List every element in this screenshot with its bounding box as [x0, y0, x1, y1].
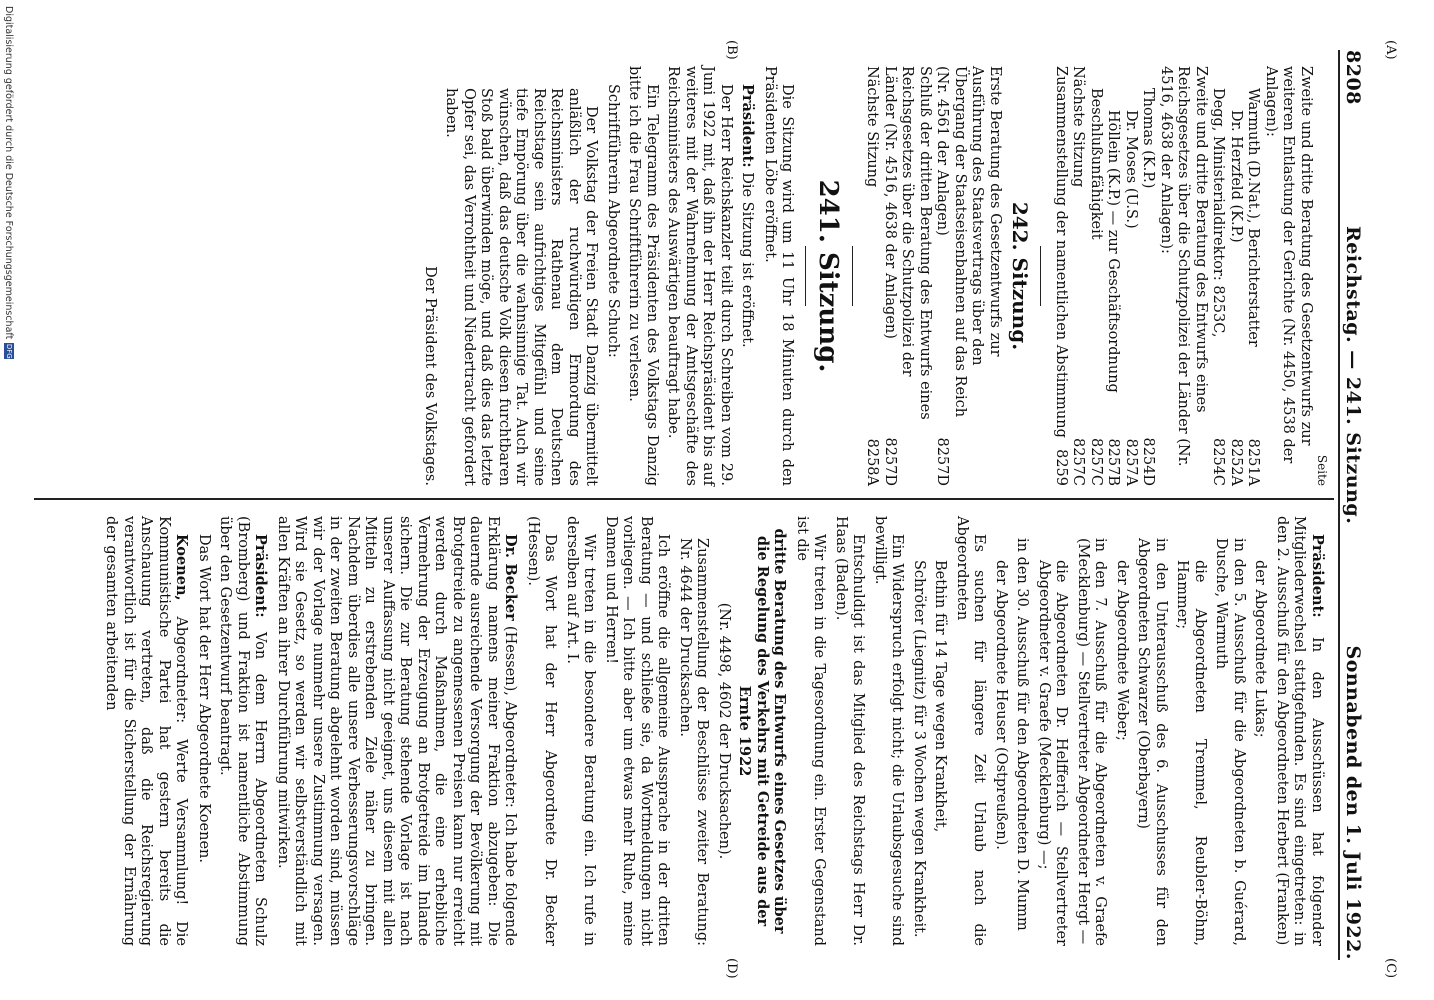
toc-item — [1122, 66, 1140, 486]
right-column — [98, 516, 1330, 946]
header-rule — [1338, 50, 1340, 960]
speaker-label: Dr. Becker — [502, 534, 520, 621]
toc-page: 8257D — [882, 437, 898, 486]
toc-page: 8252A — [1228, 438, 1244, 486]
paragraph: Wir treten in die Tagesordnung ein. Erster Gegenstand ist die — [794, 516, 828, 946]
leave-line: Schröter (Liegnitz) für 3 Wochen wegen Krankheit. — [911, 560, 927, 938]
member-line: in den Unterausschuß des 6. Ausschusses für den Abgeordneten Schwarzer (Oberbayern) — [1135, 538, 1169, 946]
paragraph: Ein Widerspruch erfolgt nicht; die Urlaubsgesuche sind bewilligt. — [872, 516, 906, 946]
member-line: die Abgeordneten Tremmel, Reubler-Böhm, Hammer; — [1174, 560, 1208, 946]
statement-text: Von dem Herrn Abgeordneten Schulz (Bromberg) und Fraktion ist namentliche Abstimmung über den Gesetzentwurf beantragt. — [217, 516, 269, 947]
member-line: in den 30. Ausschuß für den Abgeordneten D. Mumm — [1014, 538, 1031, 931]
toc-page: 8257C — [1070, 438, 1087, 486]
dfg-logo-icon: DFG — [5, 343, 13, 359]
paragraph: Ich eröffne die allgemeine Aussprache in der dritten Beratung — und schließe sie, da Wortmeldungen nicht vorliegen. — Ich bitte aber um etwas mehr Ruhe, meine Damen und Herren! — [603, 516, 672, 946]
margin-marker-a: (A) — [1383, 40, 1398, 60]
member-line: der Abgeordnete Weber; — [1114, 560, 1130, 741]
section-rule — [1041, 246, 1042, 306]
toc-item — [1104, 66, 1122, 486]
toc-page: 8251A — [1245, 438, 1262, 486]
toc-title: Dr. Moses (U.S.) — [1123, 110, 1139, 229]
margin-marker-d: (D) — [724, 958, 739, 979]
paragraph: Der Herr Reichskanzler teilt durch Schreiben vom 29. Juni 1922 mit, daß ihn der Herr Reichspräsident bis auf weiteres mit der Wahrnehmung der Amtsgeschäfte des Reichsministers des Auswärtigen beauftragt habe. — [665, 66, 734, 486]
member-line: der Abgeordnete Heuser (Ostpreußen). — [993, 560, 1009, 850]
paragraph: Wir treten in die besondere Beratung ein. Ich rufe in derselben auf Art. I. — [564, 516, 598, 946]
speech — [274, 516, 520, 946]
digitization-footer — [0, 0, 18, 1000]
toc-item — [1244, 66, 1262, 486]
page-title: Reichstag. — 241. Sitzung. — [1342, 226, 1364, 525]
toc-title: Beschlußunfähigkeit — [1088, 88, 1104, 240]
statement-text: Die Sitzung ist eröffnet. — [739, 172, 756, 348]
speaker-label: Koenen, — [173, 534, 191, 601]
toc-title: Nächste Sitzung — [864, 66, 881, 188]
section-rule — [806, 246, 807, 306]
toc-title: Zusammenstellung der namentlichen Abstimmung — [1053, 66, 1069, 438]
leave-line: Bethin für 14 Tage wegen Krankheit, — [932, 560, 949, 833]
toc-item — [1087, 66, 1105, 486]
member-line: in den 5. Ausschuß für die Abgeordneten b. Guérard, Dusche, Warmuth — [1213, 538, 1247, 946]
section-heading-241: 241. Sitzung. — [813, 179, 843, 373]
toc-page: 8257B — [1105, 438, 1122, 486]
speech-text: Abgeordneter: Werte Versammlung! Die Kommunistische Partei hat gestern bereits die Anschauung vertreten, daß die Reichsregierung verantwortlich ist für die Sicherstellung der Ernährung der gesamten arbeitenden — [103, 516, 190, 946]
margin-marker-c: (C) — [1383, 958, 1398, 979]
toc-page: 8259 — [1053, 449, 1069, 486]
paragraph: Das Wort hat der Herr Abgeordnete Koenen. — [196, 534, 212, 863]
speaker-label: Präsident: — [252, 534, 270, 618]
member-line: der Abgeordnete Lukas; — [1252, 560, 1269, 738]
speech-text: (Hessen), Abgeordneter: Ich habe folgende Erklärung namens meiner Fraktion abzugeben: Die dauernde ausreichende Versorgung der Bevölkerung mit Brotgetreide zu angemessenen Preisen kann nur erreicht werden durch Maßnahmen, die eine erhebliche Vermehrung der Erzeugung an Brotgetreide im Inlande sichern. Die zur Beratung stehende Vorlage ist nach unserer Auffassung nicht geeignet, uns diesem mit allen Mitteln zu erstrebenden Ziele näher zu bringen. Nachdem überdies alle unsere Verbesserungsvorschläge in der zweiten Beratung abgelehnt worden sind, müssen wir der Vorlage nunmehr unsere Zustimmung versagen. Wird sie Gesetz, so werden wir selbstverständlich mit allen Kräften an ihrer Durchführung mitwirken. — [275, 516, 519, 946]
toc-title: Degg, Ministerialdirektor: 8253C, — [1210, 88, 1227, 338]
toc-page: 8257D — [934, 437, 951, 486]
agenda-item-title: dritte Beratung des Entwurfs eines Gesetzes über die Regelung des Verkehrs mit Getreide aus der Ernte 1922 — [736, 528, 789, 934]
toc-title: Erste Beratung des Gesetzentwurfs zur Ausführung des Staatsvertrags über den Übergang der Staatseisenbahnen auf das Reich (Nr. 4561 der Anlagen) — [934, 66, 1003, 418]
section-rule — [852, 246, 853, 306]
toc-item — [863, 66, 881, 486]
member-line: in den 7. Ausschuß für die Abgeordneten v. Graefe (Mecklenburg) — Stellvertreter Abgeordneter Hergt — — [1075, 538, 1109, 946]
toc-item — [881, 66, 934, 486]
speaker-label: Präsident: — [1309, 534, 1326, 618]
toc-page: 8254D — [1140, 437, 1157, 486]
toc-item — [933, 66, 1003, 486]
toc-item — [1262, 66, 1315, 486]
agenda-item-note: Zusammenstellung der Beschlüsse zweiter Beratung: Nr. 4644 der Drucksachen. — [677, 538, 711, 946]
toc-item — [1227, 66, 1245, 486]
toc-page: 8257A — [1123, 438, 1139, 486]
paragraph: Entschuldigt ist das Mitglied des Reichstags Herr Dr. Haas (Baden). — [833, 516, 867, 946]
toc-title: Schluß der dritten Beratung des Entwurfs eines Reichsgesetzes über die Schutzpolizei der Länder (Nr. 4516, 4638 der Anlagen) — [882, 66, 933, 420]
statement-text: In den Ausschüssen hat folgender Mitgliederwechsel stattgefunden. Es sind eingetreten: in den 2. Ausschuß für den Abgeordneten Herbert (Franken) — [1274, 516, 1325, 946]
toc-page: 8258A — [864, 438, 881, 486]
toc-item — [1139, 66, 1157, 486]
left-column — [417, 66, 1331, 486]
page-header — [1342, 50, 1376, 960]
president-statement — [216, 516, 270, 946]
paragraph: Das Wort hat der Herr Abgeordnete Dr. Becker (Hessen). — [525, 516, 559, 946]
president-statement — [738, 66, 757, 486]
toc-item — [1157, 66, 1210, 486]
toc-item — [1209, 66, 1227, 486]
toc-page: 8254C — [1210, 438, 1227, 486]
toc-title: Zweite und dritte Beratung des Entwurfs eines Reichsgesetzes über die Schutzpolizei der Länder (Nr. 4516, 4638 der Anlagen): — [1158, 66, 1209, 467]
section-heading-242: 242. Sitzung. — [1008, 201, 1033, 351]
page-date: Sonnabend den 1. Juli 1922. — [1342, 645, 1364, 960]
toc-item — [1069, 66, 1087, 486]
speaker-label: Präsident: — [739, 84, 757, 168]
column-divider — [34, 498, 1334, 500]
speaker-line: Schriftführerin Abgeordnete Schuch: — [605, 84, 621, 358]
toc-item — [1052, 66, 1070, 486]
opening-paragraph: Die Sitzung wird um 11 Uhr 18 Minuten durch den Präsidenten Löbe eröffnet. — [762, 66, 796, 486]
seite-label: Seite — [1315, 454, 1329, 486]
toc-title: Nächste Sitzung — [1070, 66, 1087, 188]
toc-title: Dr. Herzfeld (K.P.) — [1228, 110, 1244, 243]
toc-page: 8257C — [1088, 438, 1104, 486]
footer-text: Digitalisierung gefördert durch die Deutsche Forschungsgemeinschaft — [3, 6, 15, 340]
toc-title: Höllein (K.P.) — zur Geschäftsordnung — [1105, 110, 1122, 393]
page-number: 8208 — [1342, 50, 1364, 105]
telegram-quote: Der Volkstag der Freien Stadt Danzig übermittelt anläßlich der ruchwürdigen Ermordung des Reichsministers Rathenau dem Deutschen Reichstage sein aufrichtiges Mitgefühl und seine tiefe Empörung über die wahnsinnige Tat. Auch wir wünschen, daß das deutsche Volk diesen furchtbaren Stoß bald überwinden möge, und daß dies das letzte Opfer sei, das Verrohtheit und Niedertracht gefordert haben. — [443, 88, 600, 486]
speech — [102, 516, 191, 946]
toc-title: Zweite und dritte Beratung des Gesetzentwurfs zur weiteren Entlastung der Gerichte (Nr. 4450, 4538 der Anlagen): — [1263, 66, 1314, 464]
toc-title: Warmuth (D.Nat.), Berichterstatter — [1245, 88, 1262, 347]
member-line: die Abgeordneten Dr. Helfferich — Stellvertreter Abgeordneter v. Graefe (Mecklenburg) —; — [1036, 560, 1070, 946]
telegram-signature: Der Präsident des Volkstages. — [422, 266, 438, 486]
agenda-item-ref: (Nr. 4498, 4602 der Drucksachen). — [716, 602, 732, 860]
margin-marker-b: (B) — [724, 40, 739, 60]
paragraph: Ein Telegramm des Präsidenten des Volkstags Danzig bitte ich die Frau Schriftführerin zu verlesen. — [626, 66, 660, 486]
toc-title: Thomas (K.P.) — [1140, 88, 1157, 189]
president-statement — [1273, 516, 1327, 946]
paragraph: Es suchen für längere Zeit Urlaub nach die Abgeordneten — [954, 516, 988, 946]
